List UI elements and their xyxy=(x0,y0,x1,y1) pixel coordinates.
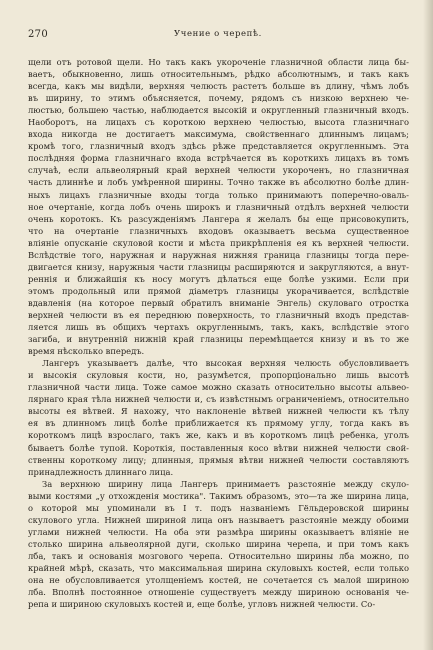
text-line: столько ширина альвеолярной дуги, сколько ширина черепа, и при томъ какъ xyxy=(28,538,409,549)
text-line: лярнаго края тѣла нижней челюсти и, съ извѣстнымъ ограниченіемъ, относительно xyxy=(28,394,409,405)
text-line: входа никогда не достигаетъ максимума, свойственнаго длиннымъ лицамъ; xyxy=(28,129,409,140)
text-line: крайней мѣрѣ, сказать, что максимальная ширина скуловыхъ костей, если только xyxy=(28,562,409,573)
page-number: 270 xyxy=(28,29,48,40)
text-line: ляется лишь въ общихъ чертахъ округленнымъ, такъ, какъ, вслѣдствіе этого xyxy=(28,322,409,333)
text-line: этомъ продольный или прямой діаметръ глазницы укорачивается, вслѣдствіе xyxy=(28,285,409,296)
text-line: и высокія скуловыя кости, но, разумѣется, пропорціонально лишь высотѣ xyxy=(28,370,409,381)
text-line: углами нижней челюсти. На оба эти размѣра ширины оказываетъ вліяніе не xyxy=(28,526,409,537)
text-line: вдавленія (на которое первый обратилъ вниманіе Энгель) скуловаго отростка xyxy=(28,297,409,308)
text-line: верхней челюсти въ ея переднюю поверхность, то глазничный входъ представ- xyxy=(28,309,409,320)
text-line: короткомъ лицѣ взрослаго, такъ же, какъ и въ короткомъ лицѣ ребенка, уголъ xyxy=(28,430,409,441)
text-line: въ ширину, то этимъ объясняется, почему, рядомъ съ низкою верхнею че- xyxy=(28,93,409,104)
text-line: За верхнюю ширину лица Лангеръ принимаетъ разстояніе между скуло- xyxy=(42,478,409,489)
running-head: Учение о черепѣ. xyxy=(174,29,262,39)
text-line: послѣдняя форма глазничнаго входа встрѣчается въ короткихъ лицахъ въ томъ xyxy=(28,153,409,164)
text-line: время нѣсколько впередъ. xyxy=(28,346,145,357)
text-line: лба, такъ и основанія мозгового черепа. Относительно ширины лба можно, по xyxy=(28,550,409,561)
text-line: Наоборотъ, на лицахъ съ короткою верхнею челюстью, высота глазничнаго xyxy=(28,117,409,128)
text-line: лба. Вполнѣ постоянное отношеніе существуетъ между шириною основанія че- xyxy=(28,587,409,598)
text-line: скулового угла. Нижней шириной лица онъ называетъ разстояніе между обоими xyxy=(28,514,409,525)
text-line: ваетъ, обыкновенно, лишь относительнымъ, рѣдко абсолютнымъ, и такъ какъ xyxy=(28,69,409,80)
text-line: кромѣ того, глазничный входъ здѣсь рѣже представляется округленнымъ. Эта xyxy=(28,141,409,152)
text-line: Лангеръ указываетъ далѣе, что высокая верхняя челюсть обусловливаетъ xyxy=(42,358,409,369)
paragraph xyxy=(28,357,409,477)
body-text xyxy=(28,56,409,610)
text-line: загиба, и внутренній нижній край глазницы перемѣщается книзу и въ то же xyxy=(28,334,409,345)
text-line: случаѣ, если альвеолярный край верхней челюсти укороченъ, но глазничная xyxy=(28,165,409,176)
text-line: ственны короткому лицу; длинныя, прямыя вѣтви нижней челюсти составляютъ xyxy=(28,454,409,465)
text-line: о которой мы упоминали въ I т. подъ названіемъ Гёльдеровской ширины xyxy=(28,502,409,513)
text-line: принадлежность длиннаго лица. xyxy=(28,466,174,477)
text-line: ное очертаніе, когда лобъ очень широкъ и глазничный отдѣлъ верхней челюсти xyxy=(28,201,409,212)
text-line: репа и шириною скуловыхъ костей и, еще болѣе, угловъ нижней челюсти. Со- xyxy=(28,599,376,610)
text-line: бываетъ болѣе тупой. Короткія, поставленныя косо вѣтви нижней челюсти свой- xyxy=(28,442,409,453)
text-line: она не обусловливается утолщеніемъ костей, не сочетается съ малой шириною xyxy=(28,575,409,586)
text-line: ея въ длинномъ лицѣ болѣе приближается къ прямому углу, тогда какъ въ xyxy=(28,418,409,429)
text-line: высоты ея вѣтвей. Я нахожу, что наклоненіе вѣтвей нижней челюсти къ тѣлу xyxy=(28,406,409,417)
text-line: двигается книзу, наружныя части глазницы расширяются и закругляются, а внут- xyxy=(28,261,409,272)
text-line: всегда, какъ мы видѣли, верхняя челюсть растетъ больше въ длину, чѣмъ лобъ xyxy=(28,81,409,92)
text-line: часть длиннѣе и лобъ умѣренной ширины. Точно также въ абсолютно болѣе длин- xyxy=(28,177,409,188)
text-line: очень коротокъ. Къ разсужденіямъ Лангера я желалъ бы еще присовокупить, xyxy=(28,213,409,224)
text-line: люстью, большею частью, наблюдается высокій и округленный глазничный входъ. xyxy=(28,105,409,116)
text-line: выми костями „у отхожденія мостика". Такимъ образомъ, это—та же ширина лица, xyxy=(28,490,409,501)
text-line: Вслѣдствіе того, наружная и наружная нижняя граница глазницы тогда пере- xyxy=(28,249,409,260)
paragraph xyxy=(28,56,409,357)
page-header xyxy=(28,29,408,45)
text-line: что на очертаніе глазничныхъ входовъ оказываетъ весьма существенное xyxy=(28,225,409,236)
text-line: щели отъ ротовой щели. Но такъ какъ укороченіе глазничной области лица бы- xyxy=(28,57,409,67)
text-line: глазничной части лица. Тоже самое можно сказать относительно высоты альвео- xyxy=(28,382,409,393)
text-line: ныхъ лицахъ глазничные входы тогда только принимаютъ поперечно-оваль- xyxy=(28,189,409,200)
paragraph xyxy=(28,478,409,611)
text-line: вліяніе опусканіе скуловой кости и мѣста прикрѣпленія ея къ верхней челюсти. xyxy=(28,237,409,248)
text-line: реннія и ближайшія къ носу могутъ дѣлаться еще болѣе узкими. Если при xyxy=(28,273,409,284)
